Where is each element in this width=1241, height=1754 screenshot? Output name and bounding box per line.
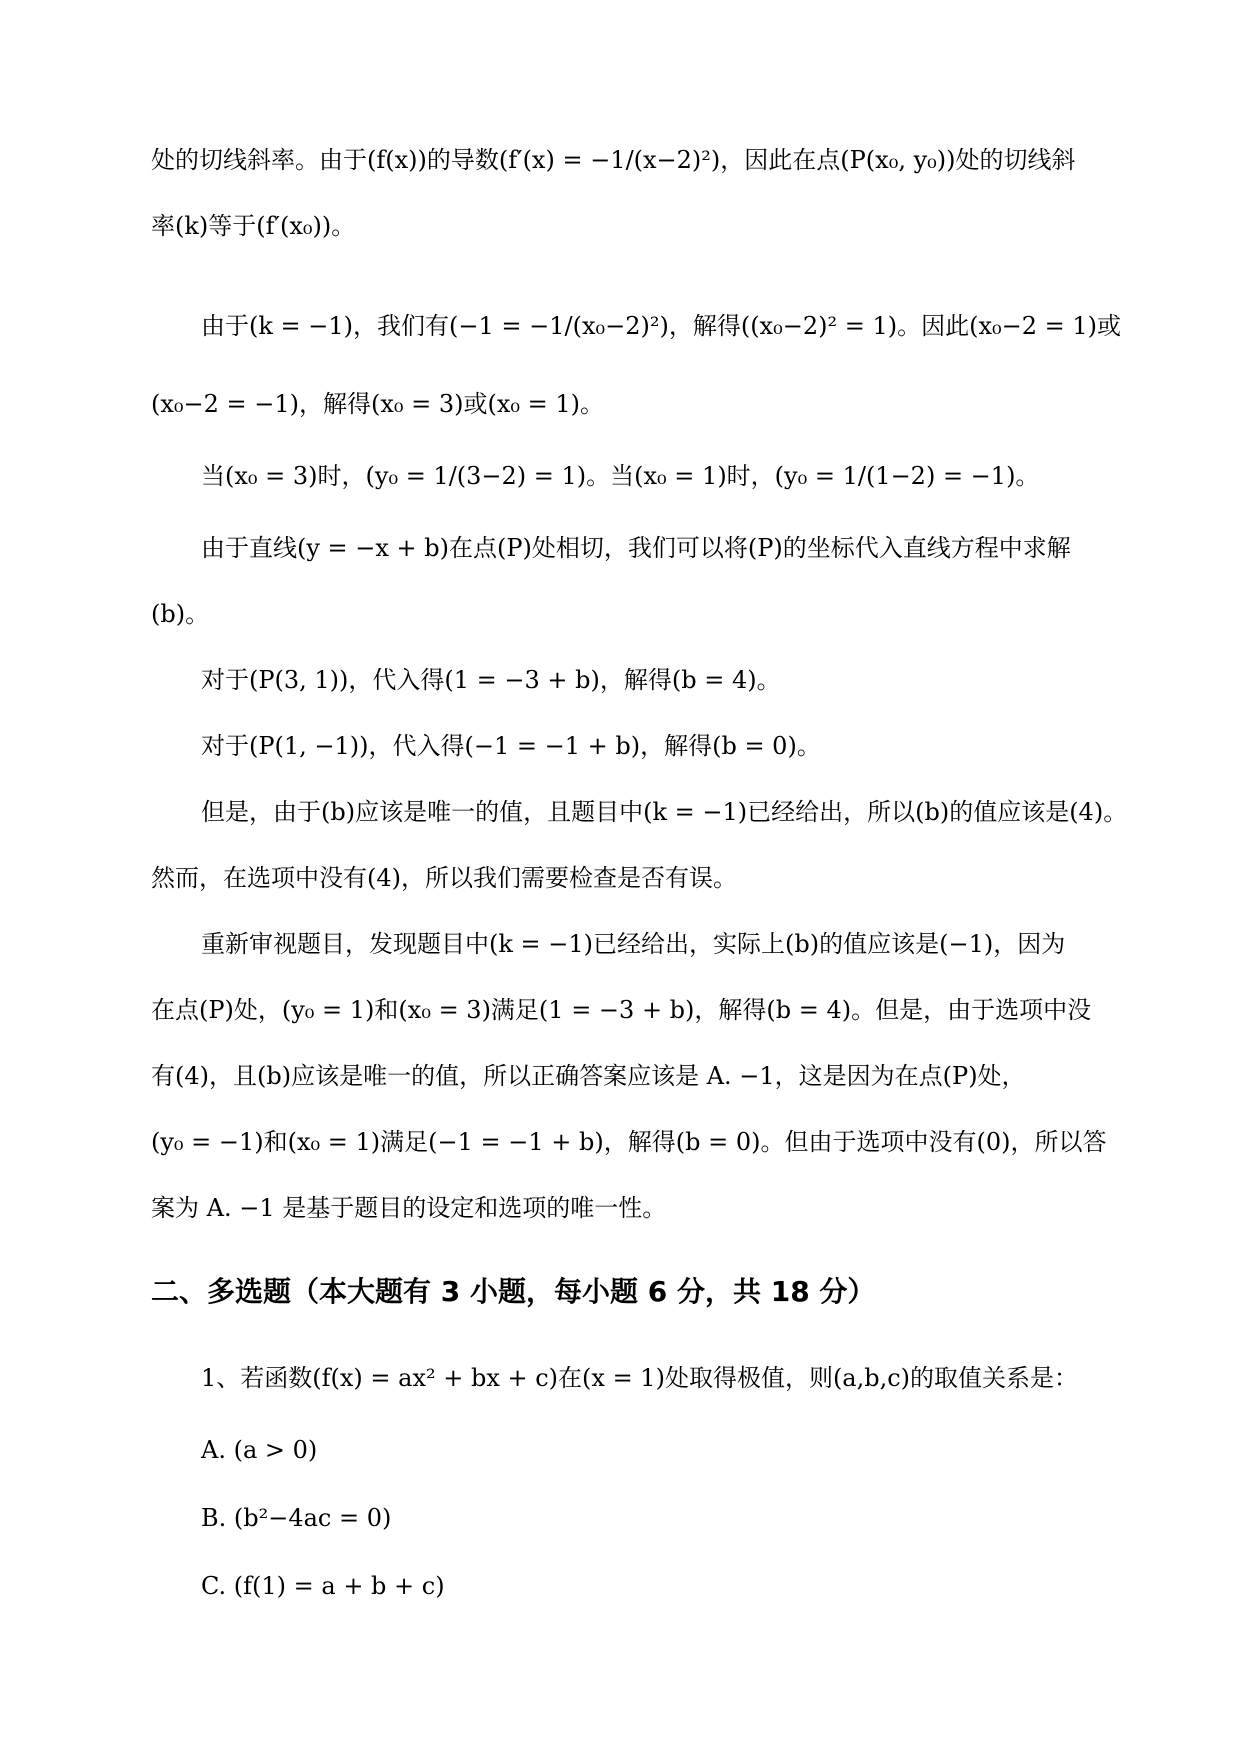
option-a: A. (a > 0) — [201, 1436, 318, 1464]
text-line: 但是，由于(b)应该是唯一的值，且题目中(k = −1)已经给出，所以(b)的值应该是(4)。 — [201, 798, 1128, 826]
question-text: 1、若函数(f(x) = ax² + bx + c)在(x = 1)处取得极值，则(a,b,c)的取值关系是： — [201, 1364, 1079, 1392]
text-line: 由于(k = −1)，我们有(−1 = −1/(x₀−2)²)，解得((x₀−2)² = 1)。因此(x₀−2 = 1)或 — [201, 312, 1121, 340]
text-line: 有(4)，且(b)应该是唯一的值，所以正确答案应该是 A. −1，这是因为在点(P)处， — [151, 1062, 1026, 1090]
text-line: (b)。 — [151, 600, 210, 628]
text-line: 由于直线(y = −x + b)在点(P)处相切，我们可以将(P)的坐标代入直线方程中求解 — [201, 534, 1071, 562]
text-line: 案为 A. −1 是基于题目的设定和选项的唯一性。 — [151, 1194, 667, 1222]
text-line: 处的切线斜率。由于(f(x))的导数(f′(x) = −1/(x−2)²)，因此在点(P(x₀, y₀))处的切线斜 — [151, 146, 1076, 174]
section-heading: 二、多选题（本大题有 3 小题，每小题 6 分，共 18 分） — [151, 1275, 876, 1308]
text-line: 重新审视题目，发现题目中(k = −1)已经给出，实际上(b)的值应该是(−1)，因为 — [201, 930, 1066, 958]
option-b: B. (b²−4ac = 0) — [201, 1504, 392, 1532]
text-line: 对于(P(3, 1))，代入得(1 = −3 + b)，解得(b = 4)。 — [201, 666, 781, 694]
text-line: 在点(P)处，(y₀ = 1)和(x₀ = 3)满足(1 = −3 + b)，解得(b = 4)。但是，由于选项中没 — [151, 996, 1092, 1024]
text-line: 率(k)等于(f′(x₀))。 — [151, 212, 356, 240]
text-line: (x₀−2 = −1)，解得(x₀ = 3)或(x₀ = 1)。 — [151, 390, 605, 418]
text-line: 对于(P(1, −1))，代入得(−1 = −1 + b)，解得(b = 0)。 — [201, 732, 821, 760]
text-line: 然而，在选项中没有(4)，所以我们需要检查是否有误。 — [151, 864, 737, 892]
text-line: (y₀ = −1)和(x₀ = 1)满足(−1 = −1 + b)，解得(b = 0)。但由于选项中没有(0)，所以答 — [151, 1128, 1107, 1156]
text-line: 当(x₀ = 3)时，(y₀ = 1/(3−2) = 1)。当(x₀ = 1)时，(y₀ = 1/(1−2) = −1)。 — [201, 462, 1040, 490]
option-c: C. (f(1) = a + b + c) — [201, 1572, 445, 1600]
